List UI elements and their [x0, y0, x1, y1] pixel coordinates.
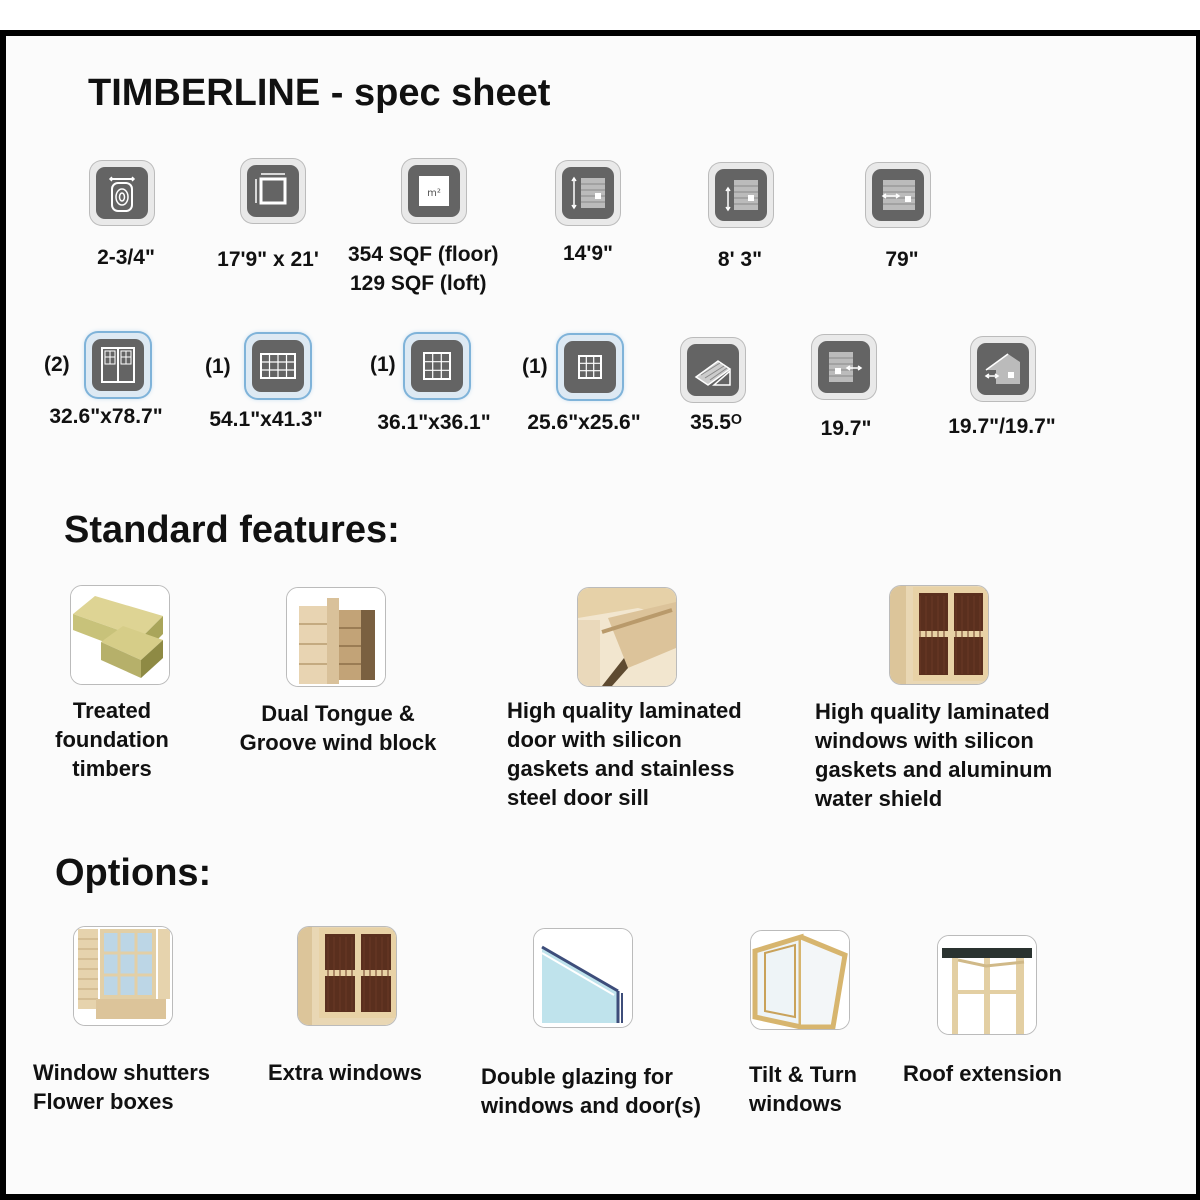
log-thickness-icon: [90, 161, 154, 225]
caption-line: Roof extension: [903, 1061, 1062, 1086]
wall-height-icon: [709, 163, 773, 227]
double-door-icon: [86, 333, 150, 397]
caption-line: Extra windows: [268, 1060, 423, 1085]
window-shutters-icon: [73, 926, 173, 1026]
double-glazing-icon: [533, 928, 633, 1028]
side-overhang-icon: [812, 335, 876, 399]
option-caption: [33, 1058, 253, 1116]
caption-line: windows with silicon: [815, 728, 1034, 753]
caption-line: gaskets and stainless: [507, 756, 735, 781]
tilt-turn-window-icon: [750, 930, 850, 1030]
feature-caption: [507, 696, 777, 812]
option-caption: [903, 1059, 1103, 1088]
spec-value: 32.6"x78.7": [49, 405, 163, 428]
option-caption: [268, 1058, 448, 1087]
floor-area-value: 354 SQF (floor): [348, 243, 499, 266]
floor-area-icon: [402, 159, 466, 223]
foundation-timbers-icon: [70, 585, 170, 685]
spec-value: 79": [885, 248, 919, 271]
caption-line: Treated: [72, 698, 152, 723]
quantity-label: (1): [370, 353, 396, 376]
option-caption: [749, 1060, 889, 1118]
quantity-label: (1): [205, 355, 231, 378]
ridge-height-icon: [556, 161, 620, 225]
feature-caption: [40, 696, 184, 783]
caption-line: door with silicon: [507, 727, 682, 752]
options-heading: Options:: [55, 852, 212, 894]
caption-line: Tilt & Turn: [749, 1062, 857, 1087]
svg-text:m²: m²: [427, 188, 441, 199]
spec-value: 14'9": [563, 242, 613, 265]
medium-window-icon: [405, 334, 469, 398]
large-window-icon: [246, 334, 310, 398]
extra-windows-icon: [297, 926, 397, 1026]
page-title: TIMBERLINE - spec sheet: [88, 72, 551, 114]
spec-value: 35.5ᴼ: [690, 411, 742, 434]
caption-line: Double glazing for: [481, 1064, 673, 1089]
caption-line: High quality laminated: [815, 699, 1050, 724]
caption-line: windows: [749, 1091, 842, 1116]
spec-value: 25.6"x25.6": [527, 411, 641, 434]
small-window-icon: [558, 335, 622, 399]
spec-value: 36.1"x36.1": [377, 411, 491, 434]
feature-caption: [228, 699, 448, 757]
caption-line: Flower boxes: [33, 1089, 174, 1114]
caption-line: Window shutters: [33, 1060, 211, 1085]
spec-value: 17'9" x 21': [217, 248, 319, 271]
front-back-overhang-icon: [971, 337, 1035, 401]
roof-pitch-icon: [681, 338, 745, 402]
laminated-door-icon: [577, 587, 677, 687]
caption-line: timbers: [72, 756, 152, 781]
spec-value: 54.1"x41.3": [209, 408, 323, 431]
caption-line: Groove wind block: [239, 730, 437, 755]
footprint-dimensions-icon: [241, 159, 305, 223]
caption-line: Dual Tongue &: [261, 701, 415, 726]
caption-line: foundation: [55, 727, 169, 752]
caption-line: gaskets and aluminum: [815, 757, 1053, 782]
quantity-label: (1): [522, 355, 548, 378]
tongue-groove-icon: [286, 587, 386, 687]
feature-caption: [815, 697, 1085, 813]
option-caption: [481, 1062, 741, 1120]
caption-line: steel door sill: [507, 785, 649, 810]
spec-value: 19.7"/19.7": [948, 415, 1056, 438]
quantity-label: (2): [44, 353, 70, 376]
caption-line: windows and door(s): [481, 1093, 701, 1118]
spec-value: 19.7": [820, 417, 872, 440]
laminated-window-icon: [889, 585, 989, 685]
caption-line: High quality laminated: [507, 698, 742, 723]
spec-value: 8' 3": [717, 248, 763, 271]
roof-extension-icon: [937, 935, 1037, 1035]
eave-overhang-icon: [866, 163, 930, 227]
spec-value: 2-3/4": [97, 246, 155, 269]
standard-features-heading: Standard features:: [64, 509, 400, 551]
caption-line: water shield: [815, 786, 943, 811]
loft-area-value: 129 SQF (loft): [350, 272, 487, 295]
